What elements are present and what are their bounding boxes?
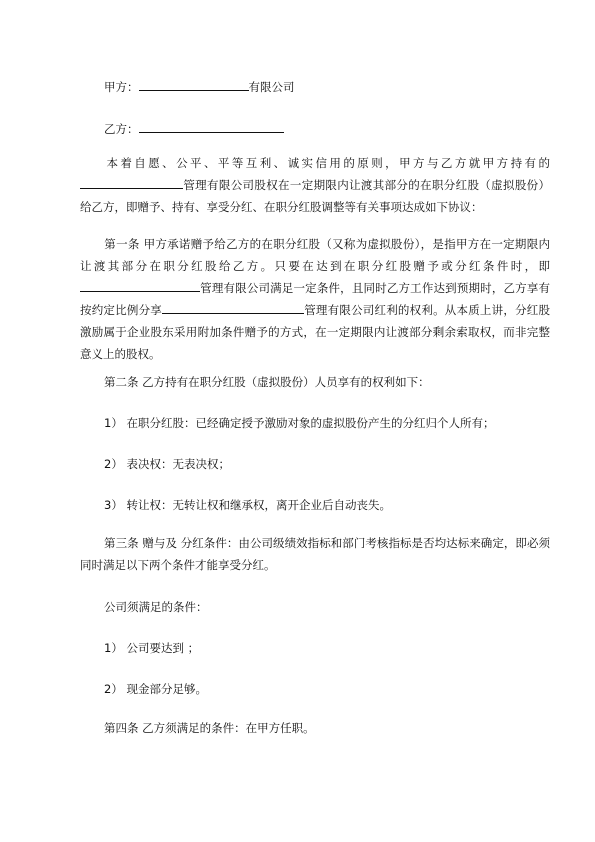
article-2-item-1: 1） 在职分红股：已经确定授予激励对象的虚拟股份产生的分红归个人所有； <box>104 416 495 430</box>
article-2-item-3: 3） 转让权：无转让权和继承权，离开企业后自动丧失。 <box>104 498 391 512</box>
intro-text-2: 管理有限公司股权在一定期限内让渡其部分的在职分红股（虚拟股份）给乙方，即赠予、持有、享受分红、在职分红股调整等有关事项达成如下协议： <box>80 178 550 214</box>
article-2-item-2: 2） 表决权：无表决权； <box>104 457 230 471</box>
article-4-heading: 第四条 乙方须满足的条件：在甲方任职。 <box>104 721 315 735</box>
company-conditions-heading: 公司须满足的条件： <box>104 600 208 614</box>
article-1-text-1: 第一条 甲方承诺赠予给乙方的在职分红股（又称为虚拟股份），是指甲方在一定期限内让渡其部分在职分红股给乙方。只要在达到在职分红股赠予或分红条件时，即 <box>80 237 550 273</box>
article-1-blank-1 <box>80 279 200 292</box>
article-1-text-2: 管理有限公司满足一定条件，且同时乙方工作达到预期时，乙方享有按约定比例分享 <box>80 281 550 317</box>
party-b-label: 乙方： <box>104 122 139 136</box>
company-condition-1: 1） 公司要达到 ； <box>104 641 200 655</box>
party-a-line <box>80 78 295 95</box>
party-a-label: 甲方： <box>104 80 139 94</box>
intro-paragraph <box>80 152 550 218</box>
party-a-blank <box>139 78 249 91</box>
party-a-suffix: 有限公司 <box>248 80 295 94</box>
article-1-paragraph <box>80 233 550 365</box>
article-1-text-3: 管理有限公司红利的权利。从本质上讲，分红股激励属于企业股东采用附加条件赠予的方式，在一定期限内让渡部分剩余索取权，而非完整意义上的股权。 <box>80 303 550 361</box>
company-condition-2: 2） 现金部分足够。 <box>104 682 207 696</box>
intro-text-1: 本着自愿、公平、平等互利、诚实信用的原则，甲方与乙方就甲方持有的 <box>104 156 550 170</box>
intro-blank <box>80 176 183 189</box>
article-2-heading: 第二条 乙方持有在职分红股（虚拟股份）人员享有的权利如下： <box>104 375 430 389</box>
article-3-paragraph: 第三条 赠与及 分红条件：由公司级绩效指标和部门考核指标是否均达标来确定，即必须同时满足以下两个条件才能享受分红。 <box>80 536 550 572</box>
article-1-blank-2 <box>162 301 304 314</box>
party-b-line <box>80 120 284 137</box>
party-b-blank <box>139 120 284 133</box>
